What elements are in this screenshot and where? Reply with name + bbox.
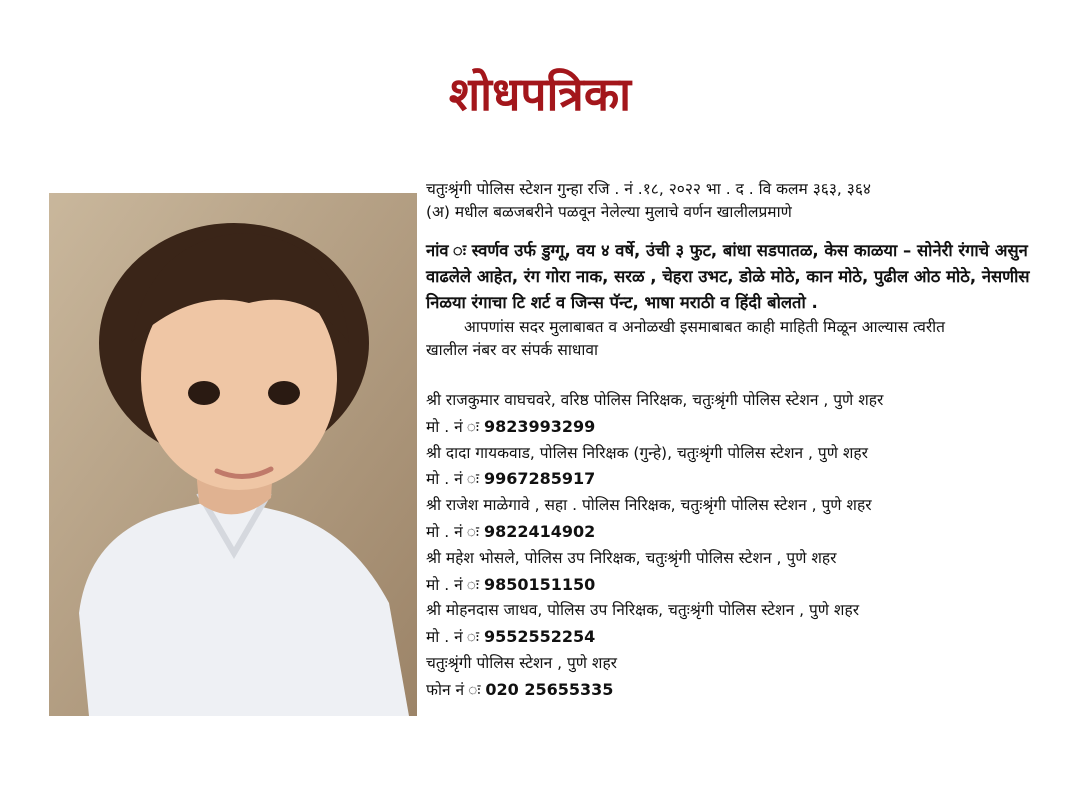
phone-number: 9822414902 bbox=[483, 521, 596, 541]
phone-number: 9823993299 bbox=[483, 416, 596, 436]
notice-body bbox=[426, 178, 1066, 704]
contact-name: श्री दादा गायकवाड, पोलिस निरिक्षक (गुन्हे), चतुःश्रृंगी पोलिस स्टेशन , पुणे शहर bbox=[426, 443, 868, 462]
station-phone-number: 020 25655335 bbox=[485, 679, 614, 699]
contact-name: श्री राजेश माळेगावे , सहा . पोलिस निरिक्षक, चतुःश्रृंगी पोलिस स्टेशन , पुणे शहर bbox=[426, 496, 872, 515]
child-photo bbox=[49, 193, 417, 716]
contact-phone-row bbox=[426, 519, 1066, 546]
phone-number: 9967285917 bbox=[483, 469, 596, 489]
intro-line-1: चतुःश्रृंगी पोलिस स्टेशन गुन्हा रजि . नं .१८, २०२२ भा . द . वि कलम ३६३, ३६४ bbox=[426, 180, 871, 198]
station-phone-row bbox=[426, 677, 1066, 704]
phone-label: मो . नं ः bbox=[426, 417, 480, 436]
contact-phone-row bbox=[426, 466, 1066, 493]
phone-label: मो . नं ः bbox=[426, 470, 480, 489]
appeal-line-2: खालील नंबर वर संपर्क साधावा bbox=[426, 341, 599, 359]
appeal-line-1: आपणांस सदर मुलाबाबत व अनोळखी इसमाबाबत काही माहिती मिळून आल्यास त्वरीत bbox=[464, 318, 946, 336]
contact-phone-row bbox=[426, 572, 1066, 599]
contact-phone-row bbox=[426, 624, 1066, 651]
page-title: शोधपत्रिका bbox=[448, 67, 632, 121]
phone-label: फोन नं ः bbox=[426, 680, 481, 699]
phone-label: मो . नं ः bbox=[426, 628, 480, 647]
contact-name: श्री राजकुमार वाघचवरे, वरिष्ठ पोलिस निरिक्षक, चतुःश्रृंगी पोलिस स्टेशन , पुणे शहर bbox=[426, 391, 884, 409]
child-description: नांव ः स्वर्णव उर्फ डुग्गू, वय ४ वर्षे, उंची ३ फुट, बांधा सडपातळ, केस काळया – सोनेरी रंगाचे असुन वाढलेले आहेत, रंग गोरा नाक, सरळ , चेहरा उभट, डोळे मोठे, कान मोठे, पुढील ओठ मोठे, नेसणीस निळया रंगाचा टि शर्ट व जिन्स पॅन्ट, भाषा मराठी व हिंदी बोलतो . bbox=[426, 241, 1030, 312]
phone-number: 9552552254 bbox=[483, 627, 596, 647]
phone-label: मो . नं ः bbox=[426, 575, 480, 594]
phone-number: 9850151150 bbox=[483, 574, 596, 594]
intro-line-2: (अ) मधील बळजबरीने पळवून नेलेल्या मुलाचे वर्णन खालीलप्रमाणे bbox=[426, 203, 792, 221]
contact-name: श्री महेश भोसले, पोलिस उप निरिक्षक, चतुःश्रृंगी पोलिस स्टेशन , पुणे शहर bbox=[426, 548, 837, 567]
contact-phone-row bbox=[426, 414, 1066, 441]
contact-name: श्री मोहनदास जाधव, पोलिस उप निरिक्षक, चतुःश्रृंगी पोलिस स्टेशन , पुणे शहर bbox=[426, 601, 860, 620]
station-name: चतुःश्रृंगी पोलिस स्टेशन , पुणे शहर bbox=[426, 653, 618, 672]
phone-label: मो . नं ः bbox=[426, 522, 480, 541]
